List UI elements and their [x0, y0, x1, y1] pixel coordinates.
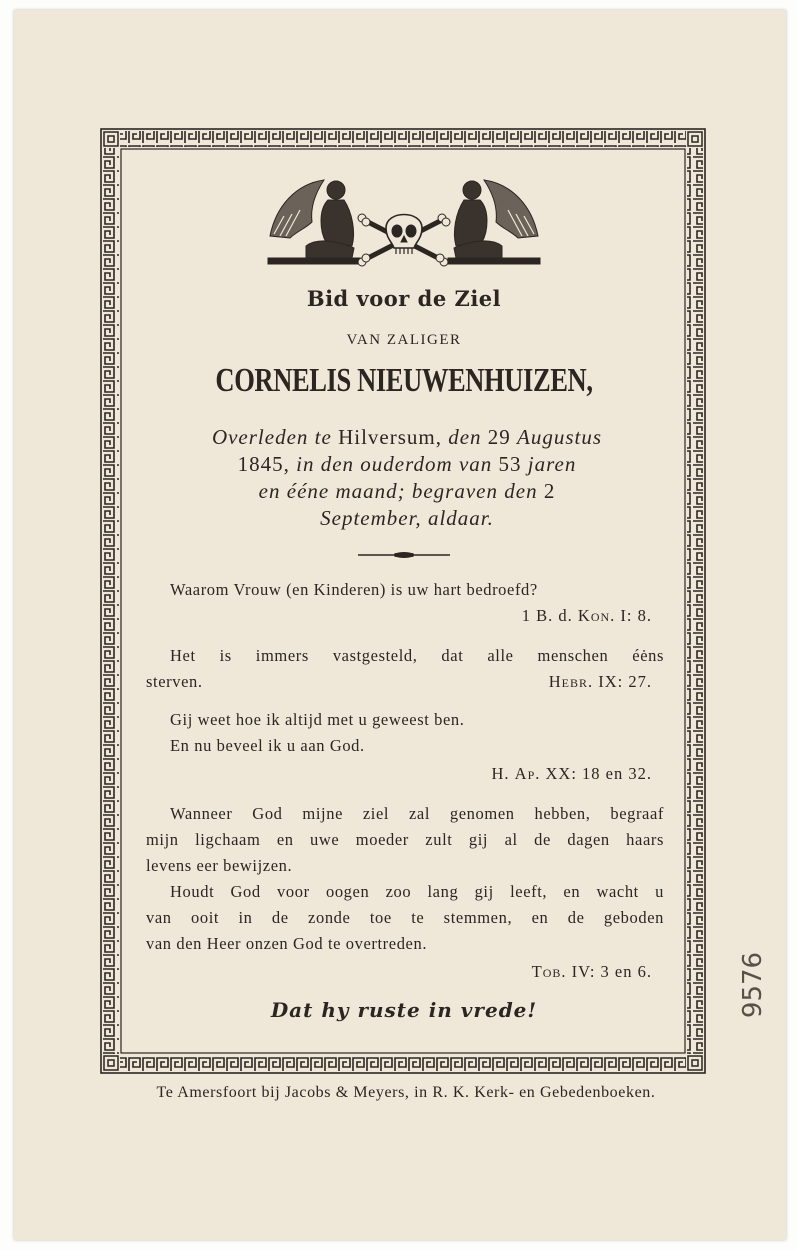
handwritten-shelfmark [722, 950, 782, 1020]
verse-2-reference: Hebr. IX: 27. [548, 672, 652, 691]
life-line-4: September, aldaar. [320, 506, 494, 530]
verse-2-line-2: sterven. [146, 672, 203, 691]
life-line-1: Overleden te Hilversum, den 29 Augustus [211, 425, 603, 449]
verse-5-line-2: van ooit in de zonde toe te stemmen, en de geboden [146, 908, 664, 927]
verse-5-line-3: van den Heer onzen God te overtreden. [146, 934, 428, 953]
life-line-3: en ééne maand; begraven den 2 [258, 479, 556, 503]
verse-4-line-2: mijn ligchaam en uwe moeder zult gij al de dagen haars [146, 830, 664, 849]
heading: Bid voor de Ziel [306, 286, 502, 311]
deceased-name: CORNELIS NIEUWENHUIZEN, [215, 362, 593, 399]
verse-5-line-1: Houdt God voor oogen zoo lang gij leeft, en wacht u [170, 882, 664, 901]
verse-3-line-1: Gij weet hoe ik altijd met u geweest ben. [170, 710, 465, 729]
subheading: VAN ZALIGER [346, 332, 462, 348]
verse-4-line-3: levens eer bewijzen. [146, 856, 293, 875]
verse-3-line-2: En nu beveel ik u aan God. [170, 736, 365, 755]
verse-1: Waarom Vrouw (en Kinderen) is uw hart bedroefd? [170, 580, 538, 599]
life-line-2: 1845, in den ouderdom van 53 jaren [237, 452, 577, 476]
verse-3-reference: H. Ap. XX: 18 en 32. [491, 764, 652, 783]
verse-5-reference: Tob. IV: 3 en 6. [531, 962, 652, 981]
verse-4-line-1: Wanneer God mijne ziel zal genomen hebben, begraaf [170, 804, 664, 823]
life-details [152, 424, 662, 532]
svg-text:9576: 9576 [738, 951, 768, 1019]
closing-prayer: Dat hy ruste in vrede! [270, 998, 538, 1022]
angels-skull-emblem [266, 176, 542, 272]
verse-2-line-1: Het is immers vastgesteld, dat alle menschen éėns [170, 646, 664, 665]
divider-ornament [358, 550, 450, 560]
verse-1-reference: 1 B. d. Kon. I: 8. [521, 606, 652, 625]
publisher-imprint: Te Amersfoort bij Jacobs & Meyers, in R. K. Kerk- en Gebedenboeken. [156, 1084, 656, 1101]
card-content [146, 176, 662, 1056]
